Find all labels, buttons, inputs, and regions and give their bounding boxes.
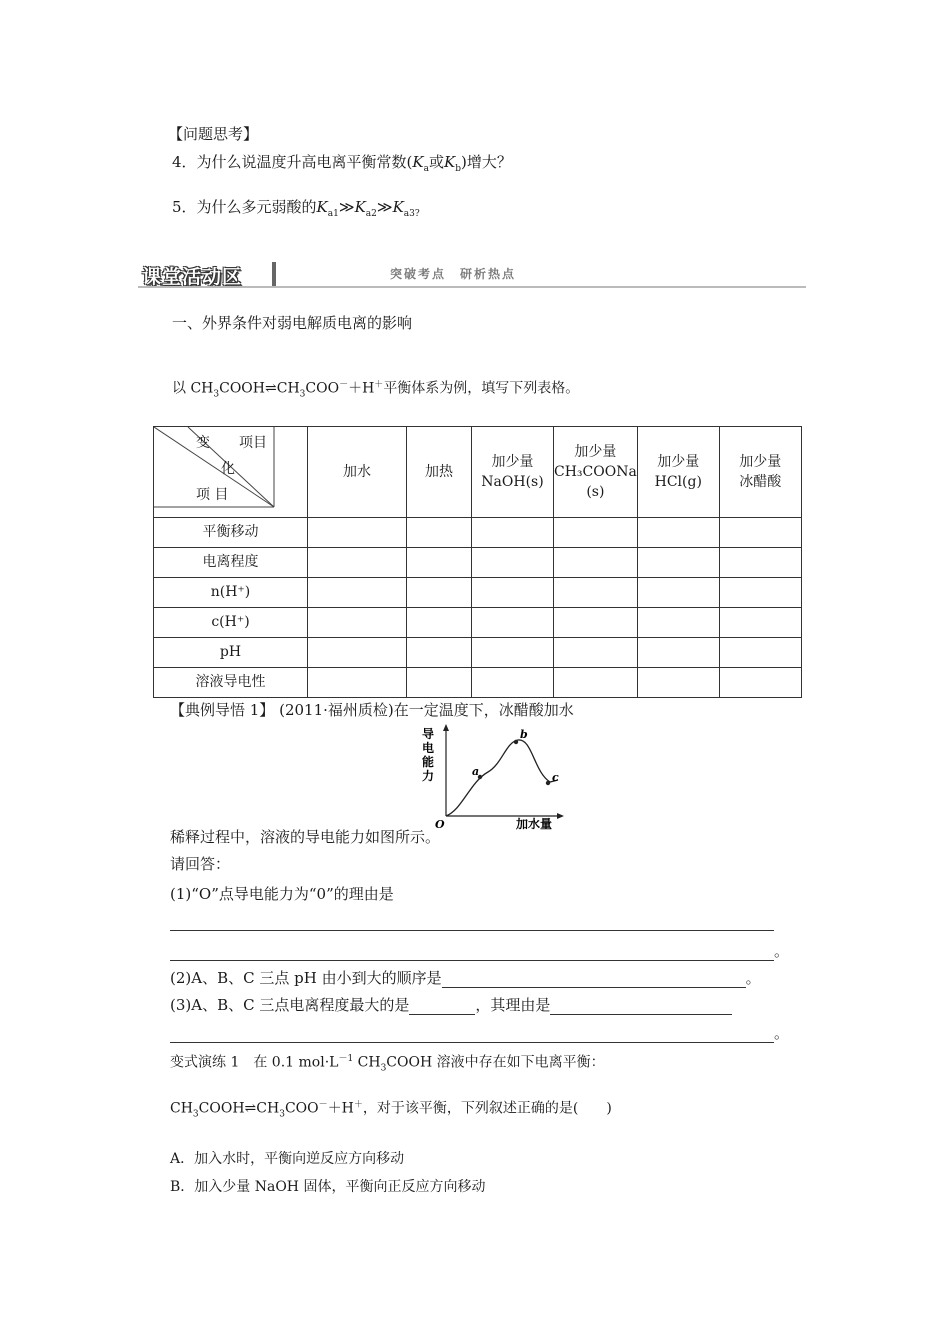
table-cell[interactable] — [308, 668, 407, 698]
table-cell[interactable] — [308, 638, 407, 668]
table-cell[interactable] — [554, 608, 638, 638]
option-a[interactable]: A．加入水时，平衡向逆反应方向移动 — [170, 1151, 405, 1167]
table-cell[interactable] — [308, 608, 407, 638]
point-c — [546, 781, 550, 785]
question-4: 4．为什么说温度升高电离平衡常数($K_a$或$K_b$)增大？ — [172, 153, 512, 174]
variant-title: 变式演练 1 在 0.1 $mol\cdot L^{-1}$ $CH_3COOH$ 溶液中存在如下电离平衡： — [170, 1054, 605, 1074]
option-b[interactable]: B．加入少量 NaOH 固体，平衡向正反应方向移动 — [170, 1179, 486, 1195]
banner-subtitle: 突破考点 研析热点 — [390, 267, 517, 281]
row-header: 溶液导电性 — [154, 668, 308, 698]
table-cell[interactable] — [719, 518, 801, 548]
answer-blank[interactable] — [409, 998, 475, 1015]
example-text-2: 稀释过程中，溶液的导电能力如图所示。 — [170, 828, 441, 846]
banner-title: 课堂活动区 — [142, 266, 243, 288]
table-cell[interactable] — [719, 668, 801, 698]
table-cell[interactable] — [308, 548, 407, 578]
table-cell[interactable] — [554, 638, 638, 668]
example-q3: (3)A、B、C 三点电离程度最大的是 ，其理由是 — [170, 994, 732, 1015]
corner-items-top: 项目 — [239, 435, 267, 451]
y-axis-arrow — [443, 724, 449, 731]
table-cell[interactable] — [719, 608, 801, 638]
example-q2: (2)A、B、C 三点 pH 由小到大的顺序是 。 — [170, 969, 761, 987]
intro-equation: 以 $CH_3COOH\rightleftharpoons CH_3COO^-+H^+$平衡体系为例，填写下列表格。 — [172, 380, 580, 400]
col-header: 加少量 HCl(g) — [637, 427, 719, 518]
conductivity-curve — [446, 740, 558, 816]
variant-equation: $CH_3COOH\rightleftharpoons CH_3COO^-+H^+$，对于该平衡，下列叙述正确的是( ) — [170, 1100, 612, 1120]
table-cell[interactable] — [637, 548, 719, 578]
table-cell[interactable] — [308, 518, 407, 548]
row-header: pH — [154, 638, 308, 668]
corner-change-top: 变 — [196, 435, 210, 451]
row-header: n(H⁺) — [154, 578, 308, 608]
example-q1: (1)“O”点导电能力为“0”的理由是 — [170, 885, 394, 903]
table-cell[interactable] — [554, 578, 638, 608]
table-cell[interactable] — [719, 638, 801, 668]
table-cell[interactable] — [472, 608, 554, 638]
table-cell[interactable] — [637, 578, 719, 608]
answer-line[interactable]: 。 — [170, 1022, 789, 1043]
example-line — [170, 699, 574, 720]
example-ask: 请回答： — [170, 855, 231, 873]
table-cell[interactable] — [554, 548, 638, 578]
corner-items-bottom: 项 目 — [196, 487, 229, 503]
ylabel-char: 导 — [422, 727, 435, 741]
table-cell[interactable] — [637, 638, 719, 668]
answer-line[interactable]: 。 — [170, 940, 789, 961]
section-heading: 一、外界条件对弱电解质电离的影响 — [172, 314, 413, 332]
table-cell[interactable] — [407, 638, 472, 668]
x-axis-arrow — [557, 813, 564, 819]
conductivity-chart — [410, 722, 570, 830]
col-header: 加少量 CH₃COONa (s) — [554, 427, 638, 518]
answer-blank[interactable] — [442, 971, 746, 988]
table-cell[interactable] — [637, 608, 719, 638]
banner-divider — [272, 262, 276, 288]
example-label: 【典例导悟 1】 — [170, 701, 275, 719]
table-cell[interactable] — [637, 518, 719, 548]
table-cell[interactable] — [719, 578, 801, 608]
table-cell[interactable] — [407, 548, 472, 578]
table-cell[interactable] — [554, 518, 638, 548]
ylabel-char: 电 — [422, 741, 435, 755]
ylabel-char: 力 — [422, 769, 435, 783]
row-header: c(H⁺) — [154, 608, 308, 638]
table-cell[interactable] — [407, 668, 472, 698]
point-label-c: c — [552, 771, 559, 784]
row-header: 平衡移动 — [154, 518, 308, 548]
question-think-heading: 【问题思考】 — [168, 125, 259, 143]
table-cell[interactable] — [472, 668, 554, 698]
point-label-b: b — [520, 728, 528, 741]
table-corner-cell — [154, 427, 308, 518]
condition-table — [153, 426, 802, 698]
banner-rule — [138, 286, 806, 288]
question-5: 5．为什么多元弱酸的$K_{a1}≫K_{a2}≫K_{a3?}$ — [172, 198, 420, 219]
point-b — [514, 740, 518, 744]
corner-change-mid: 化 — [221, 461, 235, 477]
answer-blank[interactable] — [550, 998, 732, 1015]
table-cell[interactable] — [472, 548, 554, 578]
col-header: 加水 — [308, 427, 407, 518]
ylabel-char: 能 — [422, 755, 435, 769]
xlabel: 加水量 — [516, 817, 553, 830]
answer-line[interactable] — [170, 913, 774, 931]
row-header: 电离程度 — [154, 548, 308, 578]
table-cell[interactable] — [407, 518, 472, 548]
table-cell[interactable] — [637, 668, 719, 698]
table-cell[interactable] — [719, 548, 801, 578]
example-text: (2011·福州质检)在一定温度下，冰醋酸加水 — [279, 701, 574, 719]
table-cell[interactable] — [472, 578, 554, 608]
table-cell[interactable] — [472, 518, 554, 548]
origin-label: O — [435, 818, 445, 830]
col-header: 加热 — [407, 427, 472, 518]
col-header: 加少量 冰醋酸 — [719, 427, 801, 518]
table-cell[interactable] — [407, 578, 472, 608]
table-cell[interactable] — [407, 608, 472, 638]
table-cell[interactable] — [308, 578, 407, 608]
point-label-a: a — [472, 765, 480, 778]
table-cell[interactable] — [472, 638, 554, 668]
table-cell[interactable] — [554, 668, 638, 698]
col-header: 加少量 NaOH(s) — [472, 427, 554, 518]
